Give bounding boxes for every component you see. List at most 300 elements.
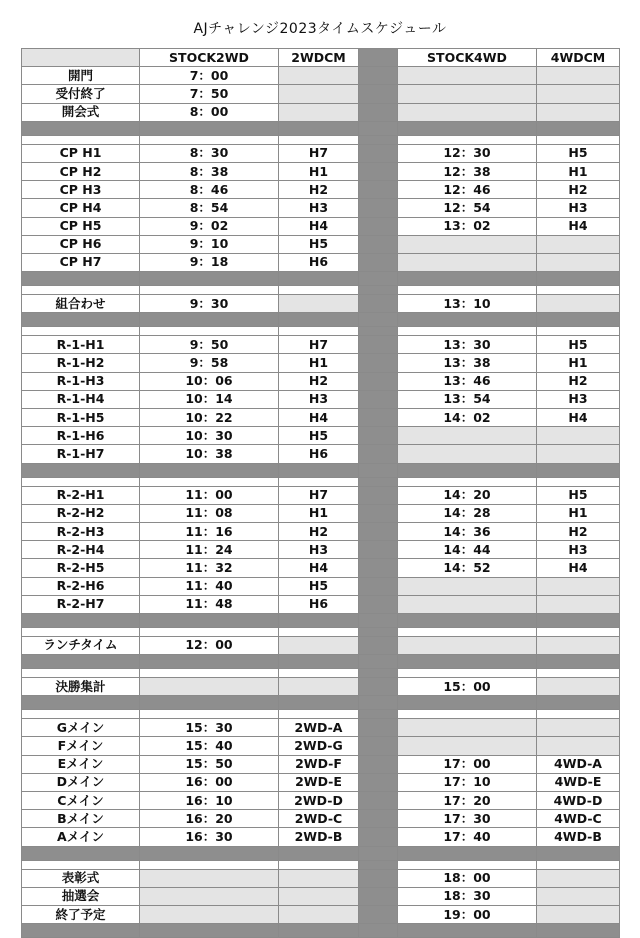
label-cell: 組合わせ: [22, 295, 140, 313]
separator-cell: [359, 710, 398, 719]
schedule-row: [22, 887, 620, 905]
spacer-cell: [22, 286, 140, 295]
4wdcm-cell: [537, 295, 620, 313]
spacer-cell: [279, 286, 359, 295]
4wdcm-cell: H3: [537, 390, 620, 408]
divider-cell: [279, 924, 359, 938]
schedule-row: [22, 486, 620, 504]
label-cell: R-1-H5: [22, 409, 140, 427]
spacer-cell: [22, 477, 140, 486]
2wdcm-cell: H7: [279, 486, 359, 504]
separator-cell: [359, 295, 398, 313]
divider-cell: [537, 272, 620, 286]
2wdcm-cell: H3: [279, 541, 359, 559]
separator-cell: [359, 773, 398, 791]
stock2wd-cell: 10：22: [140, 409, 279, 427]
divider-cell: [398, 313, 537, 327]
2wdcm-cell: H4: [279, 559, 359, 577]
4wdcm-cell: [537, 905, 620, 923]
4wdcm-cell: H5: [537, 486, 620, 504]
section-divider-row: [22, 313, 620, 327]
2wdcm-cell: [279, 295, 359, 313]
divider-cell: [279, 463, 359, 477]
divider-cell: [537, 696, 620, 710]
2wdcm-cell: [279, 636, 359, 654]
stock2wd-cell: 7：00: [140, 67, 279, 85]
spacer-cell: [279, 627, 359, 636]
section-divider-row: [22, 463, 620, 477]
4wdcm-cell: H2: [537, 372, 620, 390]
divider-cell: [140, 463, 279, 477]
divider-cell: [22, 696, 140, 710]
spacer-cell: [398, 135, 537, 144]
spacer-cell: [537, 327, 620, 336]
4wdcm-cell: 4WD-B: [537, 828, 620, 846]
section-divider-row: [22, 655, 620, 669]
4wdcm-cell: H1: [537, 162, 620, 180]
schedule-row: [22, 577, 620, 595]
spacer-cell: [537, 669, 620, 678]
divider-cell: [537, 463, 620, 477]
divider-cell: [359, 613, 398, 627]
spacer-cell: [140, 327, 279, 336]
4wdcm-cell: [537, 253, 620, 271]
divider-cell: [22, 121, 140, 135]
divider-cell: [279, 313, 359, 327]
stock2wd-cell: 9：10: [140, 235, 279, 253]
schedule-row: [22, 427, 620, 445]
schedule-row: [22, 103, 620, 121]
spacer-cell: [22, 135, 140, 144]
spacer-row: [22, 710, 620, 719]
4wdcm-cell: H4: [537, 409, 620, 427]
stock2wd-cell: 15：50: [140, 755, 279, 773]
column-header: 2WDCM: [279, 49, 359, 67]
spacer-cell: [22, 669, 140, 678]
stock2wd-cell: 8：54: [140, 199, 279, 217]
label-cell: R-2-H7: [22, 595, 140, 613]
divider-cell: [279, 655, 359, 669]
stock4wd-cell: 14：20: [398, 486, 537, 504]
stock4wd-cell: [398, 103, 537, 121]
divider-cell: [22, 924, 140, 938]
divider-cell: [22, 313, 140, 327]
label-cell: Dメイン: [22, 773, 140, 791]
schedule-row: [22, 181, 620, 199]
4wdcm-cell: [537, 636, 620, 654]
2wdcm-cell: H6: [279, 445, 359, 463]
spacer-cell: [140, 710, 279, 719]
page-title: AJチャレンジ2023タイムスケジュール: [193, 21, 447, 37]
stock2wd-cell: 15：40: [140, 737, 279, 755]
section-divider-row: [22, 121, 620, 135]
separator-cell: [359, 336, 398, 354]
stock2wd-cell: 11：48: [140, 595, 279, 613]
separator-cell: [359, 427, 398, 445]
stock2wd-cell: 11：24: [140, 541, 279, 559]
label-cell: R-2-H2: [22, 504, 140, 522]
4wdcm-cell: 4WD-D: [537, 792, 620, 810]
4wdcm-cell: [537, 445, 620, 463]
separator-cell: [359, 235, 398, 253]
stock2wd-cell: 9：02: [140, 217, 279, 235]
stock2wd-cell: [140, 887, 279, 905]
separator-cell: [359, 162, 398, 180]
2wdcm-cell: H3: [279, 199, 359, 217]
4wdcm-cell: H2: [537, 181, 620, 199]
separator-cell: [359, 810, 398, 828]
label-cell: R-2-H6: [22, 577, 140, 595]
spacer-cell: [279, 710, 359, 719]
schedule-body: [22, 49, 620, 938]
divider-cell: [398, 121, 537, 135]
label-cell: Fメイン: [22, 737, 140, 755]
divider-cell: [140, 272, 279, 286]
column-header: 4WDCM: [537, 49, 620, 67]
2wdcm-cell: H2: [279, 372, 359, 390]
separator-cell: [359, 135, 398, 144]
label-cell: R-1-H1: [22, 336, 140, 354]
stock4wd-cell: 14：28: [398, 504, 537, 522]
label-cell: Gメイン: [22, 719, 140, 737]
schedule-table: [21, 48, 620, 938]
separator-cell: [359, 636, 398, 654]
stock4wd-cell: [398, 235, 537, 253]
divider-cell: [140, 696, 279, 710]
divider-cell: [279, 696, 359, 710]
spacer-cell: [279, 327, 359, 336]
stock4wd-cell: 12：38: [398, 162, 537, 180]
divider-cell: [359, 313, 398, 327]
stock4wd-cell: 13：30: [398, 336, 537, 354]
2wdcm-cell: 2WD-C: [279, 810, 359, 828]
separator-cell: [359, 678, 398, 696]
separator-cell: [359, 217, 398, 235]
divider-cell: [279, 613, 359, 627]
stock2wd-cell: 11：08: [140, 504, 279, 522]
2wdcm-cell: H2: [279, 181, 359, 199]
header-row: [22, 49, 620, 67]
4wdcm-cell: H2: [537, 522, 620, 540]
stock2wd-cell: 10：14: [140, 390, 279, 408]
separator-cell: [359, 737, 398, 755]
4wdcm-cell: H4: [537, 217, 620, 235]
section-divider-row: [22, 846, 620, 860]
stock4wd-cell: [398, 595, 537, 613]
schedule-row: [22, 755, 620, 773]
4wdcm-cell: 4WD-C: [537, 810, 620, 828]
schedule-row: [22, 905, 620, 923]
section-divider-row: [22, 696, 620, 710]
spacer-cell: [398, 627, 537, 636]
label-cell: 開会式: [22, 103, 140, 121]
stock2wd-cell: 9：18: [140, 253, 279, 271]
label-cell: R-1-H4: [22, 390, 140, 408]
separator-cell: [359, 144, 398, 162]
stock2wd-cell: [140, 678, 279, 696]
spacer-cell: [398, 710, 537, 719]
spacer-cell: [398, 669, 537, 678]
stock4wd-cell: 14：02: [398, 409, 537, 427]
spacer-row: [22, 327, 620, 336]
2wdcm-cell: H5: [279, 427, 359, 445]
stock4wd-cell: 13：38: [398, 354, 537, 372]
divider-cell: [359, 924, 398, 938]
section-divider-row: [22, 272, 620, 286]
divider-cell: [22, 272, 140, 286]
label-cell: R-1-H3: [22, 372, 140, 390]
divider-cell: [279, 272, 359, 286]
spacer-row: [22, 286, 620, 295]
label-cell: R-1-H7: [22, 445, 140, 463]
separator-cell: [359, 755, 398, 773]
separator-cell: [359, 559, 398, 577]
stock4wd-cell: [398, 577, 537, 595]
separator-cell: [359, 504, 398, 522]
stock2wd-cell: 16：10: [140, 792, 279, 810]
schedule-row: [22, 810, 620, 828]
separator-cell: [359, 477, 398, 486]
divider-cell: [22, 846, 140, 860]
spacer-cell: [398, 477, 537, 486]
label-cell: R-1-H6: [22, 427, 140, 445]
stock4wd-cell: 17：30: [398, 810, 537, 828]
2wdcm-cell: 2WD-B: [279, 828, 359, 846]
stock4wd-cell: [398, 636, 537, 654]
schedule-row: [22, 773, 620, 791]
section-divider-row: [22, 613, 620, 627]
2wdcm-cell: [279, 103, 359, 121]
2wdcm-cell: H6: [279, 253, 359, 271]
stock2wd-cell: [140, 905, 279, 923]
label-cell: ランチタイム: [22, 636, 140, 654]
separator-cell: [359, 354, 398, 372]
column-header: [22, 49, 140, 67]
stock2wd-cell: 10：06: [140, 372, 279, 390]
4wdcm-cell: [537, 427, 620, 445]
separator-cell: [359, 541, 398, 559]
2wdcm-cell: [279, 67, 359, 85]
stock4wd-cell: 13：10: [398, 295, 537, 313]
schedule-row: [22, 678, 620, 696]
divider-cell: [22, 613, 140, 627]
schedule-row: [22, 636, 620, 654]
4wdcm-cell: H3: [537, 199, 620, 217]
schedule-row: [22, 792, 620, 810]
spacer-cell: [537, 710, 620, 719]
divider-cell: [140, 655, 279, 669]
label-cell: 開門: [22, 67, 140, 85]
divider-cell: [140, 313, 279, 327]
spacer-cell: [537, 627, 620, 636]
spacer-row: [22, 860, 620, 869]
separator-cell: [359, 792, 398, 810]
label-cell: CP H5: [22, 217, 140, 235]
stock4wd-cell: 18：30: [398, 887, 537, 905]
2wdcm-cell: [279, 678, 359, 696]
schedule-row: [22, 595, 620, 613]
schedule-row: [22, 162, 620, 180]
spacer-cell: [22, 327, 140, 336]
spacer-cell: [537, 286, 620, 295]
divider-cell: [398, 696, 537, 710]
divider-cell: [359, 463, 398, 477]
stock4wd-cell: [398, 253, 537, 271]
divider-cell: [537, 613, 620, 627]
separator-cell: [359, 253, 398, 271]
4wdcm-cell: [537, 577, 620, 595]
stock4wd-cell: 12：30: [398, 144, 537, 162]
spacer-cell: [279, 477, 359, 486]
divider-cell: [22, 655, 140, 669]
spacer-cell: [279, 860, 359, 869]
label-cell: 受付終了: [22, 85, 140, 103]
4wdcm-cell: [537, 678, 620, 696]
divider-cell: [359, 846, 398, 860]
stock2wd-cell: 16：30: [140, 828, 279, 846]
spacer-cell: [140, 477, 279, 486]
label-cell: Eメイン: [22, 755, 140, 773]
schedule-row: [22, 217, 620, 235]
stock4wd-cell: 15：00: [398, 678, 537, 696]
schedule-row: [22, 522, 620, 540]
separator-cell: [359, 828, 398, 846]
4wdcm-cell: [537, 235, 620, 253]
schedule-row: [22, 445, 620, 463]
stock2wd-cell: 15：30: [140, 719, 279, 737]
stock2wd-cell: [140, 869, 279, 887]
divider-cell: [279, 846, 359, 860]
schedule-row: [22, 144, 620, 162]
2wdcm-cell: H1: [279, 354, 359, 372]
divider-cell: [359, 272, 398, 286]
separator-cell: [359, 181, 398, 199]
schedule-row: [22, 235, 620, 253]
divider-cell: [398, 655, 537, 669]
2wdcm-cell: 2WD-F: [279, 755, 359, 773]
spacer-cell: [22, 627, 140, 636]
separator-cell: [359, 669, 398, 678]
divider-cell: [359, 655, 398, 669]
stock4wd-cell: 17：10: [398, 773, 537, 791]
stock4wd-cell: 14：52: [398, 559, 537, 577]
separator-cell: [359, 409, 398, 427]
spacer-cell: [537, 477, 620, 486]
stock2wd-cell: 16：20: [140, 810, 279, 828]
separator-cell: [359, 860, 398, 869]
schedule-row: [22, 737, 620, 755]
stock4wd-cell: 12：54: [398, 199, 537, 217]
label-cell: 抽選会: [22, 887, 140, 905]
spacer-cell: [279, 135, 359, 144]
4wdcm-cell: H5: [537, 336, 620, 354]
stock2wd-cell: 12：00: [140, 636, 279, 654]
label-cell: 決勝集計: [22, 678, 140, 696]
stock4wd-cell: 19：00: [398, 905, 537, 923]
2wdcm-cell: [279, 887, 359, 905]
section-divider-row: [22, 924, 620, 938]
schedule-row: [22, 409, 620, 427]
2wdcm-cell: H3: [279, 390, 359, 408]
stock4wd-cell: 17：00: [398, 755, 537, 773]
stock2wd-cell: 11：32: [140, 559, 279, 577]
schedule-row: [22, 372, 620, 390]
4wdcm-cell: [537, 85, 620, 103]
2wdcm-cell: H1: [279, 162, 359, 180]
spacer-cell: [140, 860, 279, 869]
4wdcm-cell: [537, 887, 620, 905]
divider-cell: [140, 613, 279, 627]
schedule-row: [22, 719, 620, 737]
divider-cell: [140, 121, 279, 135]
label-cell: CP H4: [22, 199, 140, 217]
spacer-cell: [140, 135, 279, 144]
stock4wd-cell: 13：02: [398, 217, 537, 235]
separator-cell: [359, 869, 398, 887]
separator-cell: [359, 103, 398, 121]
separator-cell: [359, 390, 398, 408]
divider-cell: [140, 846, 279, 860]
divider-cell: [398, 613, 537, 627]
2wdcm-cell: H5: [279, 235, 359, 253]
schedule-row: [22, 336, 620, 354]
stock2wd-cell: 11：16: [140, 522, 279, 540]
schedule-row: [22, 67, 620, 85]
schedule-row: [22, 504, 620, 522]
stock4wd-cell: 13：46: [398, 372, 537, 390]
separator-cell: [359, 445, 398, 463]
schedule-row: [22, 869, 620, 887]
stock4wd-cell: 13：54: [398, 390, 537, 408]
label-cell: Cメイン: [22, 792, 140, 810]
4wdcm-cell: H4: [537, 559, 620, 577]
schedule-row: [22, 541, 620, 559]
divider-cell: [537, 313, 620, 327]
4wdcm-cell: 4WD-E: [537, 773, 620, 791]
label-cell: R-2-H3: [22, 522, 140, 540]
stock4wd-cell: 18：00: [398, 869, 537, 887]
separator-cell: [359, 49, 398, 67]
spacer-row: [22, 135, 620, 144]
stock4wd-cell: 17：40: [398, 828, 537, 846]
4wdcm-cell: H1: [537, 504, 620, 522]
stock4wd-cell: [398, 85, 537, 103]
separator-cell: [359, 372, 398, 390]
stock4wd-cell: [398, 737, 537, 755]
stock2wd-cell: 8：30: [140, 144, 279, 162]
divider-cell: [279, 121, 359, 135]
divider-cell: [359, 696, 398, 710]
spacer-cell: [22, 860, 140, 869]
stock2wd-cell: 9：50: [140, 336, 279, 354]
stock4wd-cell: [398, 427, 537, 445]
divider-cell: [140, 924, 279, 938]
4wdcm-cell: [537, 67, 620, 85]
label-cell: R-2-H4: [22, 541, 140, 559]
divider-cell: [359, 121, 398, 135]
stock2wd-cell: 10：38: [140, 445, 279, 463]
stock4wd-cell: [398, 445, 537, 463]
spacer-cell: [140, 669, 279, 678]
2wdcm-cell: [279, 85, 359, 103]
label-cell: CP H2: [22, 162, 140, 180]
divider-cell: [398, 272, 537, 286]
stock2wd-cell: 8：46: [140, 181, 279, 199]
label-cell: Bメイン: [22, 810, 140, 828]
schedule-row: [22, 390, 620, 408]
stock2wd-cell: 9：58: [140, 354, 279, 372]
stock2wd-cell: 9：30: [140, 295, 279, 313]
